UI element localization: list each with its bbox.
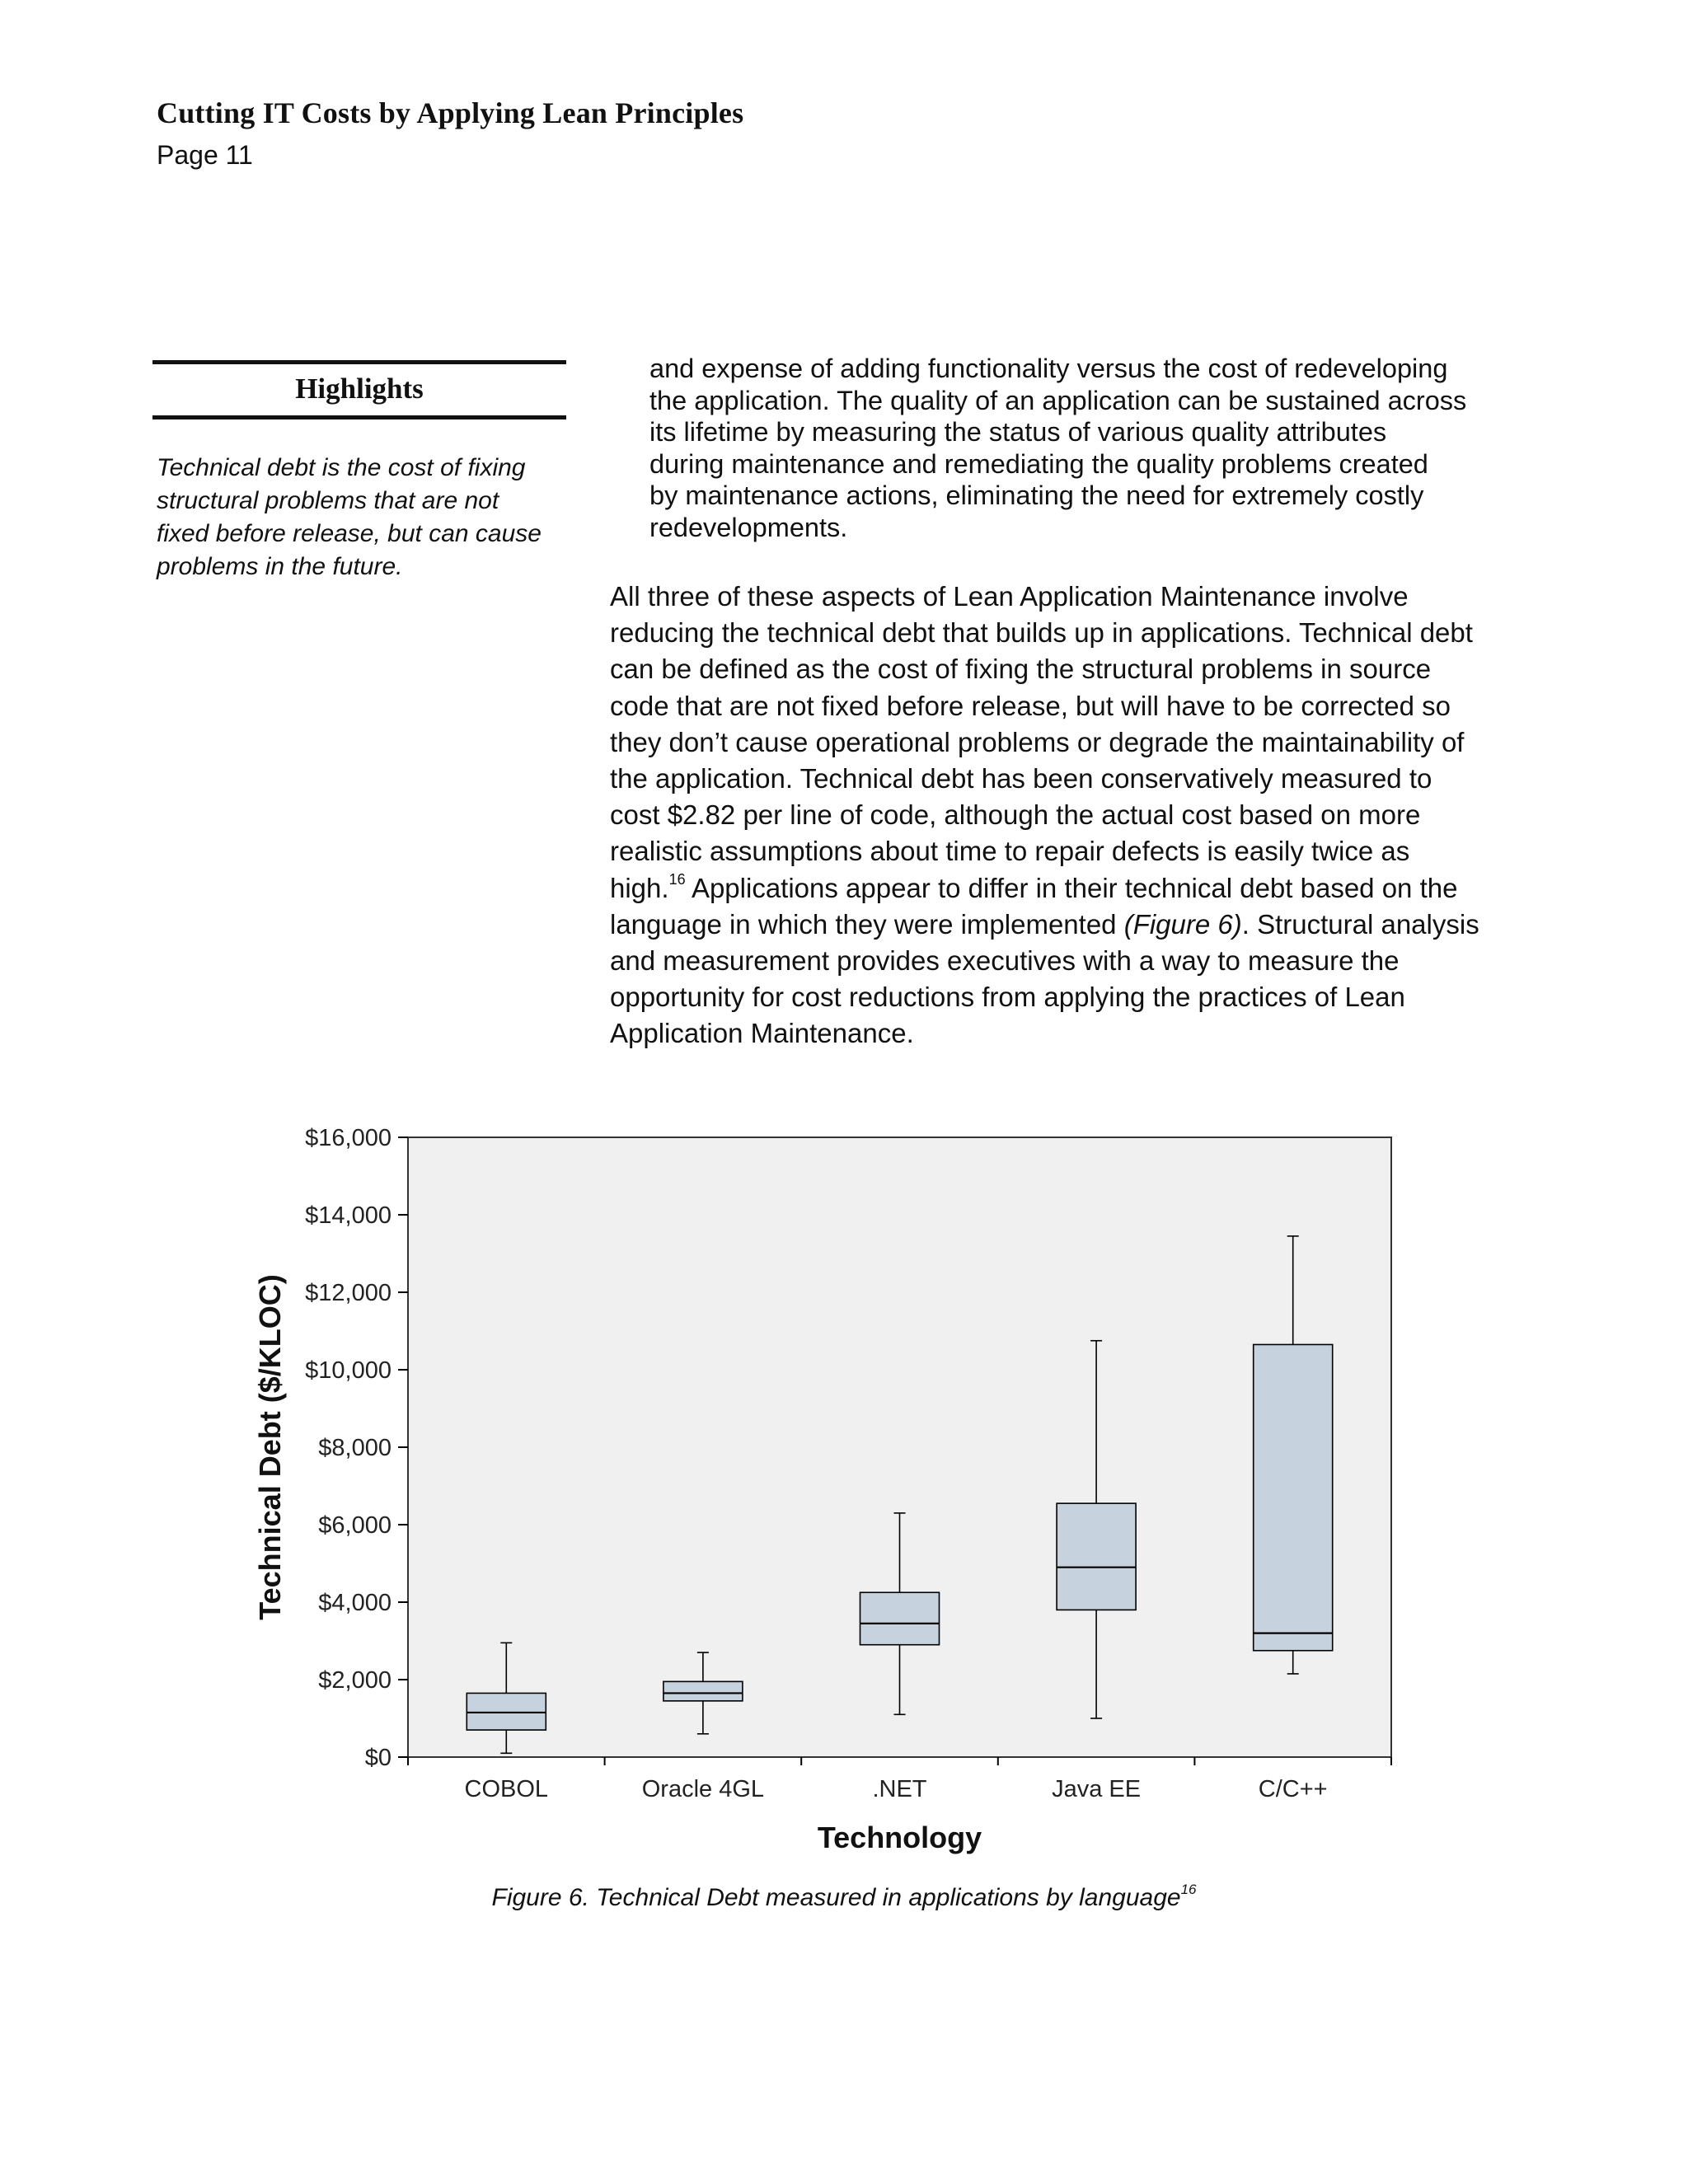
x-tick-label: C/C++ — [1258, 1776, 1328, 1802]
x-tick-label: Oracle 4GL — [641, 1776, 765, 1802]
body-line: the application. Technical debt has been conservatively measured to — [610, 763, 1432, 794]
body-line: redevelopments. — [649, 512, 848, 542]
body-line: cost $2.82 per line of code, although the actual cost based on more — [610, 799, 1421, 831]
highlights-rule-bottom — [152, 415, 566, 419]
footnote-ref: 16 — [668, 870, 686, 888]
body-line: its lifetime by measuring the status of various quality attributes — [649, 417, 1387, 447]
page-number: Page 11 — [157, 140, 253, 170]
y-tick-label: $12,000 — [305, 1280, 392, 1306]
y-axis-label: Technical Debt ($/KLOC) — [253, 1274, 287, 1620]
text-run: high. — [610, 872, 669, 903]
figure-reference: (Figure 6) — [1123, 908, 1242, 940]
highlights-line: fixed before release, but can cause — [157, 520, 542, 547]
body-line: Application Maintenance. — [610, 1018, 914, 1049]
box-iqr — [1254, 1344, 1333, 1650]
footnote-ref: 16 — [1180, 1882, 1197, 1897]
highlights-rule-top — [152, 360, 566, 364]
text-run: . Structural analysis — [1241, 908, 1479, 940]
indented-continuation — [649, 353, 1466, 543]
body-line: and expense of adding functionality versus the cost of redeveloping — [649, 354, 1448, 383]
box-iqr — [1057, 1503, 1136, 1610]
main-paragraph — [610, 579, 1479, 1052]
caption-text: Figure 6. Technical Debt measured in applications by language — [491, 1884, 1181, 1911]
box-iqr — [860, 1592, 940, 1644]
body-line: All three of these aspects of Lean Application Maintenance involve — [610, 581, 1409, 612]
y-tick-label: $0 — [364, 1745, 392, 1771]
x-tick-label: COBOL — [464, 1776, 549, 1802]
highlights-text — [157, 452, 577, 583]
box-iqr — [467, 1693, 546, 1730]
body-line: opportunity for cost reductions from applying the practices of Lean — [610, 982, 1405, 1013]
text-run: Applications appear to differ in their technical debt based on the — [685, 872, 1458, 903]
body-line: during maintenance and remediating the quality problems created — [649, 448, 1428, 479]
technical-debt-boxplot — [231, 1121, 1418, 1863]
y-tick-label: $4,000 — [318, 1590, 392, 1616]
body-line: can be defined as the cost of fixing the structural problems in source — [610, 654, 1432, 685]
body-line — [610, 907, 1479, 943]
text-run: language in which they were implemented — [610, 908, 1124, 940]
body-line: reducing the technical debt that builds up in applications. Technical debt — [610, 617, 1473, 649]
highlights-heading: Highlights — [295, 373, 424, 405]
y-tick-label: $6,000 — [318, 1512, 392, 1539]
body-line — [610, 870, 1479, 907]
x-tick-label: Java EE — [1052, 1776, 1142, 1802]
box-iqr — [663, 1681, 743, 1701]
body-line: realistic assumptions about time to repair defects is easily twice as — [610, 836, 1410, 867]
body-line: code that are not fixed before release, but will have to be corrected so — [610, 690, 1451, 721]
y-tick-label: $2,000 — [318, 1667, 392, 1694]
y-tick-label: $14,000 — [305, 1202, 392, 1229]
x-tick-label: .NET — [872, 1776, 927, 1802]
x-axis-label: Technology — [817, 1821, 982, 1854]
body-line: by maintenance actions, eliminating the need for extremely costly — [649, 480, 1424, 510]
body-line: they don’t cause operational problems or degrade the maintainability of — [610, 726, 1465, 757]
highlights-line: structural problems that are not — [157, 487, 499, 514]
figure-caption — [0, 1884, 1688, 1912]
body-line: the application. The quality of an application can be sustained across — [649, 385, 1467, 415]
document-title: Cutting IT Costs by Applying Lean Principles — [157, 96, 744, 129]
body-line: and measurement provides executives with a way to measure the — [610, 945, 1400, 977]
y-tick-label: $10,000 — [305, 1357, 392, 1384]
y-tick-label: $16,000 — [305, 1125, 392, 1151]
y-tick-label: $8,000 — [318, 1435, 392, 1461]
highlights-line: problems in the future. — [157, 553, 403, 580]
highlights-line: Technical debt is the cost of fixing — [157, 454, 526, 481]
